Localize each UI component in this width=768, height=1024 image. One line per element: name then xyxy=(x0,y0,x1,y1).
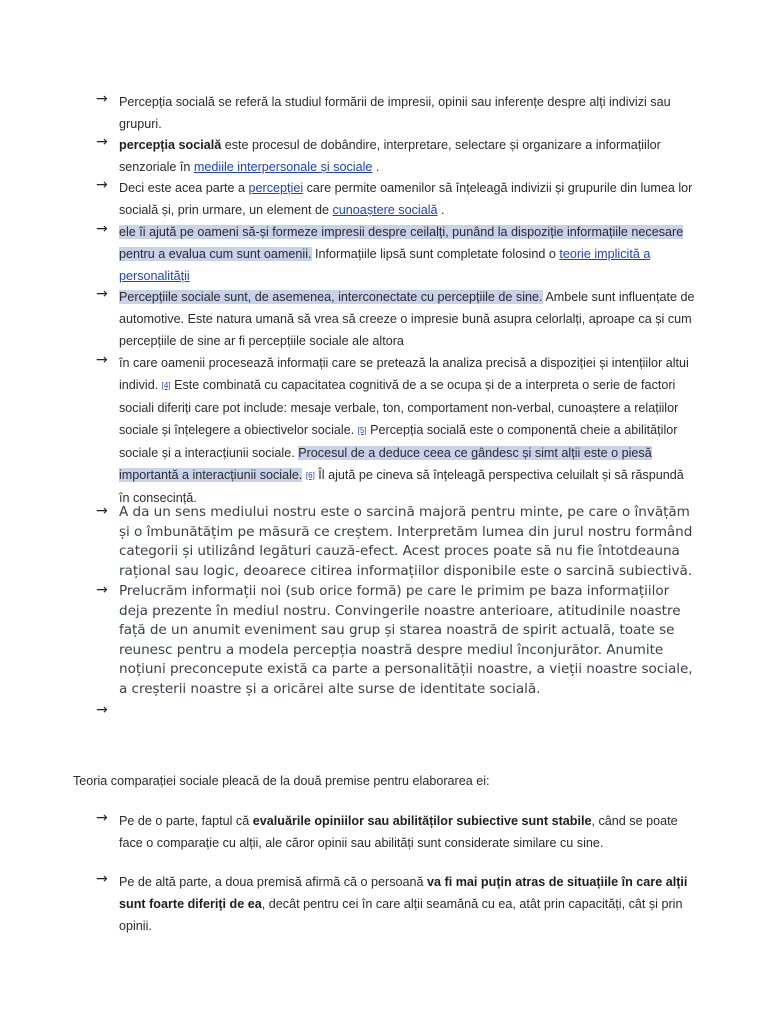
reference-link-6[interactable]: [6] xyxy=(305,471,315,480)
link-cunoastere-sociala[interactable]: cunoaștere socială xyxy=(332,203,438,217)
bullet-item-4 xyxy=(96,221,696,287)
bullet-text: Prelucrăm informații noi (sub orice formă) pe care le primim pe baza informațiilor deja prezente în mediul nostru. Convingerile noastre anterioare, atitudinile noastre față de un anumit eveniment sau grup și starea noastră de spirit actuală, toate se reunesc pentru a modela percepția noastră despre mediul înconjurător. Anumite noțiuni preconcepute există ca parte a personalității noastre, a vieții noastre sociale, a creșterii noastre și a oricărei alte surse de identitate socială. xyxy=(119,583,693,697)
link-interpersonal-social[interactable]: mediile interpersonale și sociale xyxy=(193,160,373,174)
bullet-item-6 xyxy=(96,352,696,509)
bullet-item-3 xyxy=(96,177,696,221)
bullet-item-8 xyxy=(96,582,696,699)
highlighted-text: Percepțiile sociale sunt, de asemenea, interconectate cu percepțiile de sine. xyxy=(119,290,543,304)
bullet-text: în care oamenii procesează informații care se pretează la analiza precisă a dispoziției și intențiilor altui individ. [4] Este combinată cu capacitatea cognitivă de a se ocupa și de a interpreta o serie de factori sociali diferiți care pot include: mesaje verbale, ton, comportament non-verbal, cunoaștere a relațiilor sociale și înțelegere a obiectivelor sociale. [5] Percepția socială este o componentă cheie a abilităților sociale și a interacțiunii sociale. Procesul de a deduce ceea ce gândesc și simt alții este o piesă importantă a interacțiunii sociale. [6] Îl ajută pe cineva să înțeleagă perspectiva celuilalt și să răspundă în consecință. xyxy=(119,356,689,505)
arrow-icon: → xyxy=(96,91,108,107)
bullet-text: ele îi ajută pe oameni să-și formeze impresii despre ceilalți, punând la dispoziție informațiile necesare pentru a evalua cum sunt oamenii. Informațiile lipsă sunt completate folosind o teorie implicită a personalității xyxy=(119,225,684,283)
premise-text: Pe de o parte, faptul că evaluările opiniilor sau abilităților subiective sunt stabile, când se poate face o comparație cu alții, ale căror opinii sau abilități sunt considerate similare cu sine. xyxy=(119,814,678,850)
bullet-text: A da un sens mediului nostru este o sarcină majoră pentru minte, pe care o învățăm și o îmbunătățim pe măsură ce creștem. Interpretăm lumea din jurul nostru formând categorii și utilizând legături cauză-efect. Acest proces poate să nu fie întotdeauna rațional sau logic, deoarece citirea informațiilor disponibile este o sarcină subiectivă. xyxy=(119,504,693,579)
premise-text: Pe de altă parte, a doua premisă afirmă că o persoană va fi mai puțin atras de situațiile în care alții sunt foarte diferiți de ea, decât pentru cei în care alții seamănă cu ea, atât prin capacități, cât și prin opinii. xyxy=(119,875,688,933)
bullet-item-1 xyxy=(96,91,696,135)
highlighted-text: Procesul de a deduce ceea ce gândesc și simt alții este o piesă importantă a interacțiunii sociale. xyxy=(119,446,652,482)
link-perceptie[interactable]: percepției xyxy=(248,181,304,195)
arrow-icon: → xyxy=(96,810,108,826)
arrow-icon: → xyxy=(96,503,108,519)
reference-link-4[interactable]: [4] xyxy=(161,381,171,390)
arrow-icon: → xyxy=(96,286,108,302)
arrow-icon: → xyxy=(96,221,108,237)
highlighted-text: ele îi ajută pe oameni să-și formeze impresii despre ceilalți, punând la dispoziție informațiile necesare pentru a evalua cum sunt oamenii. xyxy=(119,225,684,261)
bullet-item-7 xyxy=(96,503,696,581)
arrow-icon: → xyxy=(96,134,108,150)
bullet-text: Percepțiile sociale sunt, de asemenea, interconectate cu percepțiile de sine. Ambele sunt influențate de automotive. Este natura umană să vrea să creeze o impresie bună asupra celorlalți, aproape ca și cum percepțiile de sine ar fi percepțiile sociale ale altora xyxy=(119,290,695,348)
arrow-icon: → xyxy=(96,177,108,193)
arrow-icon: → xyxy=(96,702,108,718)
premise-item-1 xyxy=(96,810,696,854)
arrow-icon: → xyxy=(96,871,108,887)
arrow-icon: → xyxy=(96,582,108,598)
bullet-text: Percepția socială se referă la studiul formării de impresii, opinii sau inferențe despre alți indivizi sau grupuri. xyxy=(119,95,671,131)
bullet-text: Deci este acea parte a percepției care permite oamenilor să înțeleagă indivizii și grupurile din lumea lor socială și, prin urmare, un element de cunoaștere socială . xyxy=(119,181,693,217)
bullet-text: percepția socială este procesul de dobândire, interpretare, selectare și organizare a informațiilor senzoriale în mediile interpersonale și sociale . xyxy=(119,138,661,174)
reference-link-5[interactable]: [5] xyxy=(357,426,367,435)
bullet-item-2 xyxy=(96,134,696,178)
link-teorie-implicita[interactable]: teorie implicită a personalității xyxy=(119,247,651,283)
arrow-icon: → xyxy=(96,352,108,368)
premise-item-2 xyxy=(96,871,696,937)
bullet-item-5 xyxy=(96,286,696,352)
intro-paragraph: Teoria comparației sociale pleacă de la două premise pentru elaborarea ei: xyxy=(73,774,490,788)
